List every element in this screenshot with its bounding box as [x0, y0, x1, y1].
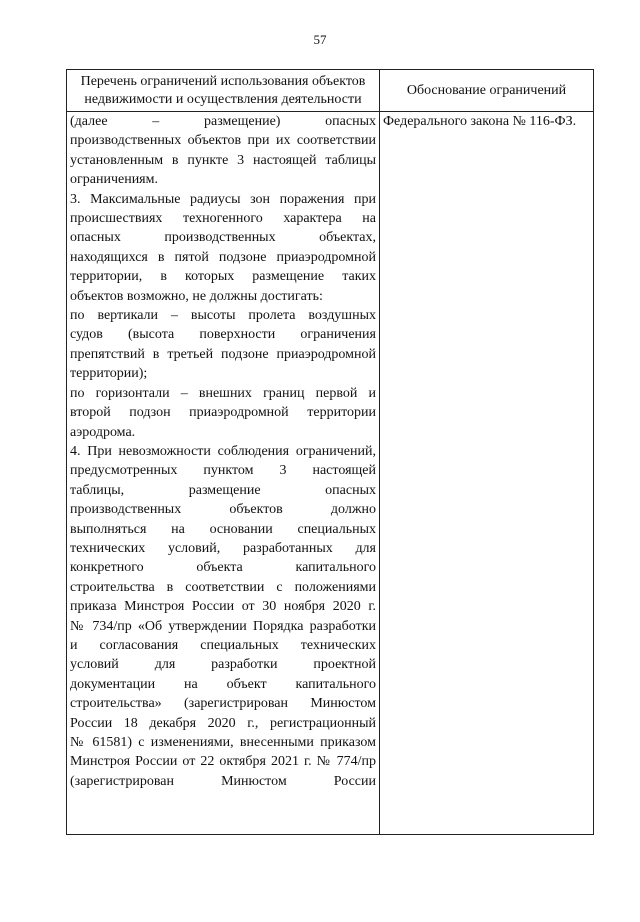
page-number: 57	[313, 32, 327, 47]
table-body-row	[67, 112, 594, 835]
text-line: аэродрома.	[70, 424, 136, 440]
justification-cell: Федерального закона № 116-ФЗ.	[380, 112, 594, 835]
text-line: конкретного объекта капитального	[70, 560, 376, 576]
header-justification: Обоснование ограничений	[380, 70, 594, 112]
text-line: территории, в которых размещение таких	[70, 269, 376, 285]
text-line: судов (высота поверхности ограничения	[70, 327, 376, 343]
text-line: строительства» (зарегистрирован Минюстом	[70, 696, 376, 712]
text-line: документации на объект капитального	[70, 676, 376, 692]
text-line: ограничениям.	[70, 172, 158, 188]
text-line: предусмотренных пунктом 3 настоящей	[70, 463, 376, 479]
text-line: опасных производственных объектах,	[70, 230, 376, 246]
text-line: по вертикали – высоты пролета воздушных	[70, 308, 376, 324]
text-line: (зарегистрирован Минюстом России	[70, 773, 376, 789]
text-line: второй подзон приаэродромной территории	[70, 405, 376, 421]
text-line: России 18 декабря 2020 г., регистрационный	[70, 715, 376, 731]
text-line: производственных объектов должно	[70, 502, 376, 518]
table-header-row	[67, 70, 594, 112]
text-line: 3. Максимальные радиусы зон поражения при	[70, 191, 376, 207]
text-line: приказа Минстроя России от 30 ноября 2020 г.	[70, 599, 376, 615]
text-line: условий для разработки проектной	[70, 657, 376, 673]
text-line: производственных объектов при их соответствии	[70, 133, 376, 149]
text-line: Минстроя России от 22 октября 2021 г. № 774/пр	[70, 754, 376, 770]
text-line: таблицы, размещение опасных	[70, 482, 376, 498]
text-line: происшествиях техногенного характера на	[70, 211, 376, 227]
text-line: технических условий, разработанных для	[70, 540, 376, 556]
text-line: объектов возможно, не должны достигать:	[70, 288, 323, 304]
text-line: (далее – размещение) опасных	[70, 114, 376, 129]
text-line: выполняться на основании специальных	[70, 521, 376, 537]
text-line: и согласования специальных технических	[70, 637, 376, 653]
text-line: строительства в соответствии с положениями	[70, 579, 376, 595]
text-line: № 61581) с изменениями, внесенными приказом	[70, 735, 376, 750]
text-line: находящихся в пятой подзоне приаэродромной	[70, 249, 376, 265]
text-line: 4. При невозможности соблюдения ограничений,	[70, 443, 376, 459]
text-line: препятствий в третьей подзоне приаэродромной	[70, 346, 376, 362]
text-line: установленным в пункте 3 настоящей таблицы	[70, 152, 376, 168]
header-restrictions-list: Перечень ограничений использования объектов недвижимости и осуществления деятельности	[67, 70, 380, 112]
restrictions-text	[70, 112, 376, 791]
text-line: № 734/пр «Об утверждении Порядка разработки	[70, 618, 376, 634]
restrictions-table	[66, 69, 594, 835]
text-line: по горизонтали – внешних границ первой и	[70, 385, 376, 401]
text-line: территории);	[70, 366, 148, 382]
restrictions-text-cell	[67, 112, 380, 835]
